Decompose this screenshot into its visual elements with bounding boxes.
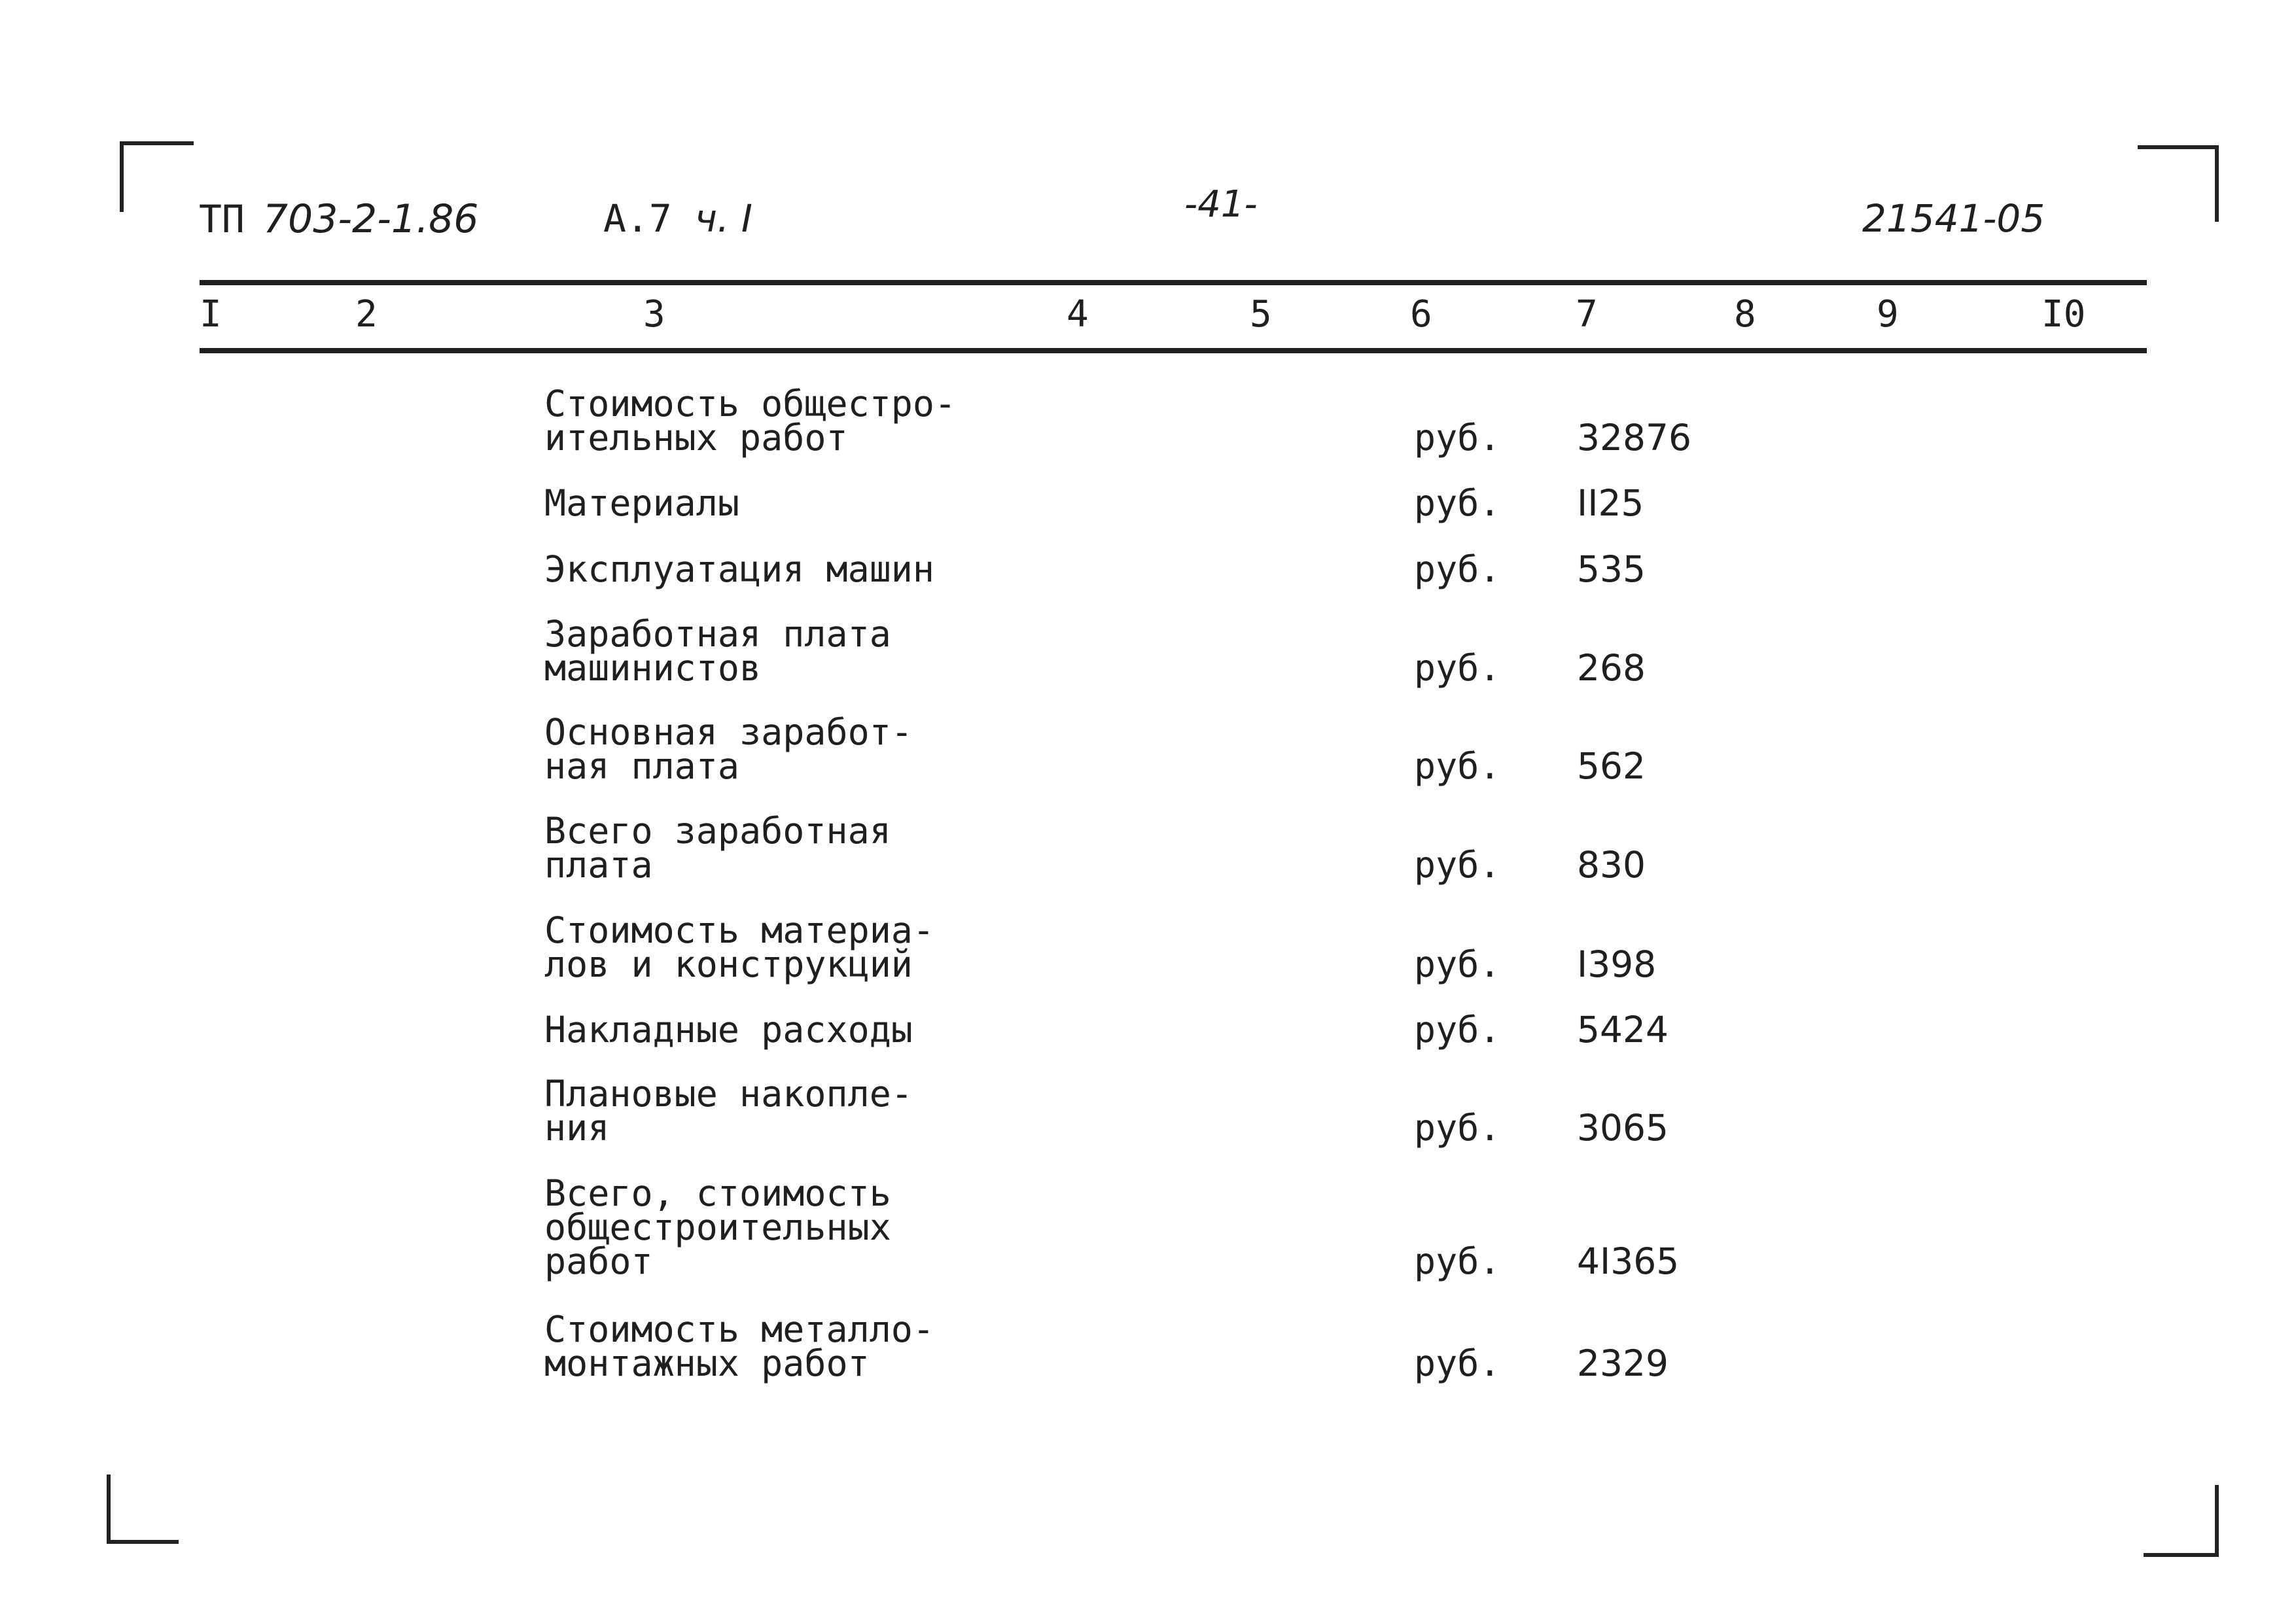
document-number: 21541-05 [1862,196,2045,241]
part-label: ч. I [694,196,752,241]
row-unit: руб. [1414,844,1501,886]
column-number-8: 8 [1734,293,1756,336]
row-value: 268 [1577,647,1646,689]
row-description: Стоимость металло- монтажных работ [544,1308,935,1384]
row-value: 2329 [1577,1342,1669,1384]
row-unit: руб. [1414,1240,1501,1282]
column-number-9: 9 [1877,293,1899,336]
row-unit: руб. [1414,943,1501,985]
row-description: Основная заработ- ная плата [544,711,913,787]
row-value: 562 [1577,745,1646,787]
row-unit: руб. [1414,417,1501,459]
crop-mark-bottom-left [107,1475,179,1544]
row-description: Заработная плата машинистов [544,613,891,689]
row-description: Стоимость общестро- ительных работ [544,383,957,459]
row-unit: руб. [1414,548,1501,590]
row-description: Эксплуатация машин [544,548,935,590]
page-number: -41- [1184,183,1258,226]
crop-mark-bottom-right [2144,1485,2219,1557]
row-value: 32876 [1577,417,1691,459]
row-unit: руб. [1414,1342,1501,1384]
row-unit: руб. [1414,745,1501,787]
row-value: 3065 [1577,1107,1669,1149]
row-unit: руб. [1414,1009,1501,1051]
column-number-7: 7 [1576,293,1598,336]
row-value: II25 [1577,482,1644,524]
row-value: I398 [1577,943,1657,985]
column-number-6: 6 [1410,293,1432,336]
row-value: 5424 [1577,1009,1669,1051]
column-number-2: 2 [355,293,378,336]
column-number-4: 4 [1067,293,1089,336]
sheet-label: А.7 [603,196,672,241]
doc-prefix: ТП [199,197,245,241]
column-number-10: I0 [2041,293,2086,336]
row-unit: руб. [1414,647,1501,689]
column-number-1: I [200,293,222,336]
row-description: Материалы [544,482,740,524]
row-value: 830 [1577,844,1646,886]
column-number-5: 5 [1250,293,1272,336]
row-description: Всего, стоимость общестроительных работ [544,1172,891,1282]
row-unit: руб. [1414,1107,1501,1149]
row-description: Стоимость материа- лов и конструкций [544,909,935,985]
row-description: Всего заработная плата [544,810,891,886]
row-value: 535 [1577,548,1646,590]
column-number-3: 3 [643,293,665,336]
row-unit: руб. [1414,482,1501,524]
row-description: Плановые накопле- ния [544,1073,913,1149]
row-value: 4I365 [1577,1240,1680,1282]
row-description: Накладные расходы [544,1009,913,1051]
project-code: 703-2-1.86 [262,196,479,242]
